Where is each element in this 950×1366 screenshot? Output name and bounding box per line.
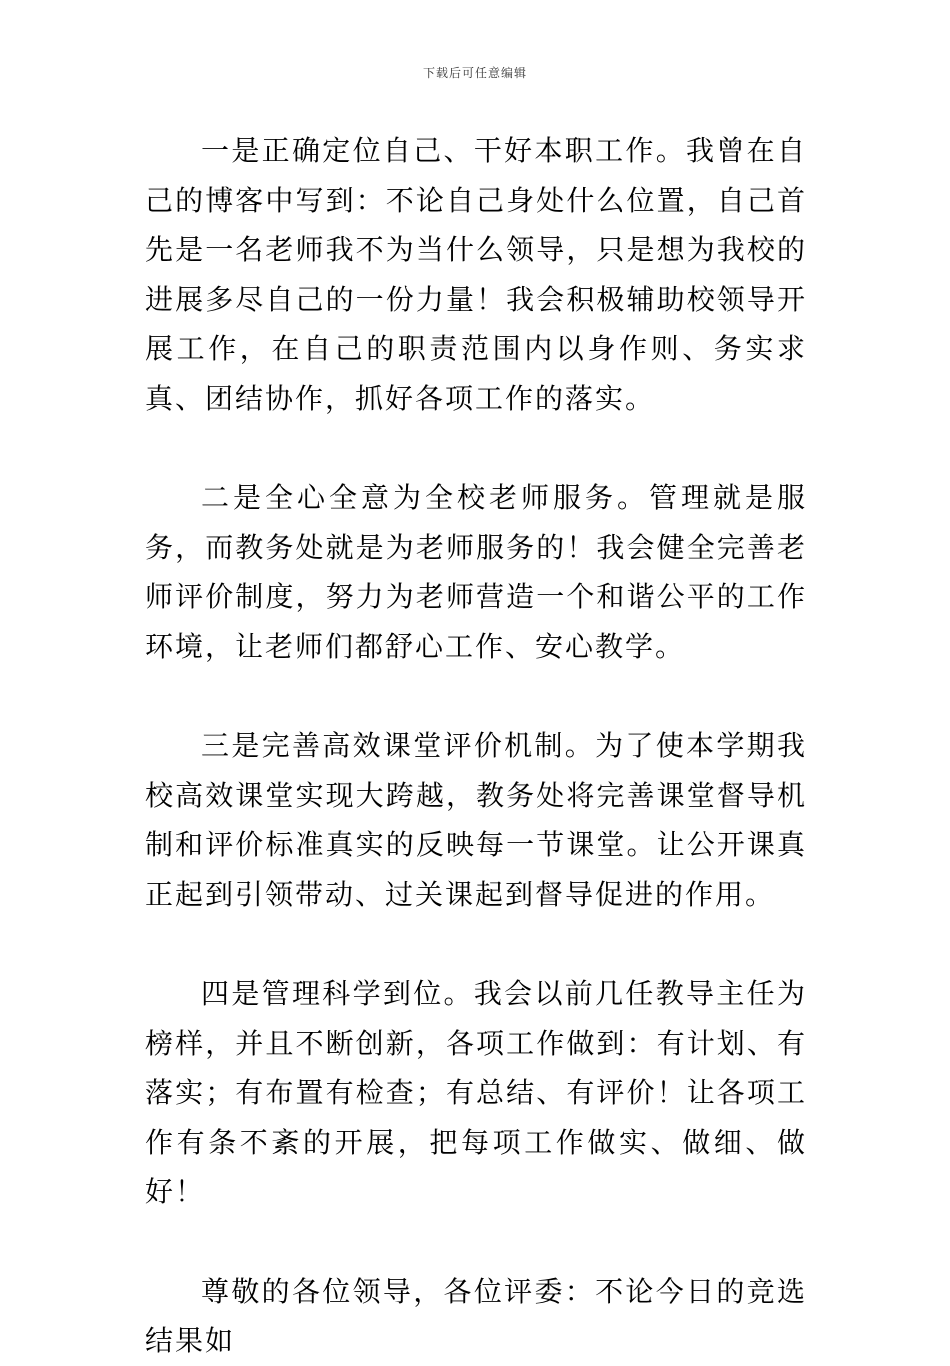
paragraph-3: 三是完善高效课堂评价机制。为了使本学期我校高效课堂实现大跨越，教务处将完善课堂督导机制和评价标准真实的反映每一节课堂。让公开课真正起到引领带动、过关课起到督导促进的作用。 (145, 729, 807, 911)
paragraph-2: 二是全心全意为全校老师服务。管理就是服务，而教务处就是为老师服务的！我会健全完善老师评价制度，努力为老师营造一个和谐公平的工作环境，让老师们都舒心工作、安心教学。 (145, 481, 807, 663)
paragraph-4: 四是管理科学到位。我会以前几任教导主任为榜样，并且不断创新，各项工作做到：有计划、有落实；有布置有检查；有总结、有评价！让各项工作有条不紊的开展，把每项工作做实、做细、做好！ (145, 977, 807, 1209)
paragraph-5: 尊敬的各位领导，各位评委：不论今日的竞选结果如 (145, 1274, 807, 1358)
page-header-note: 下载后可任意编辑 (422, 66, 527, 80)
document-body (145, 126, 807, 1366)
paragraph-1: 一是正确定位自己、干好本职工作。我曾在自己的博客中写到：不论自己身处什么位置，自己首先是一名老师我不为当什么领导，只是想为我校的进展多尽自己的一份力量！我会积极辅助校领导开展工作，在自己的职责范围内以身作则、务实求真、团结协作，抓好各项工作的落实。 (145, 134, 807, 415)
